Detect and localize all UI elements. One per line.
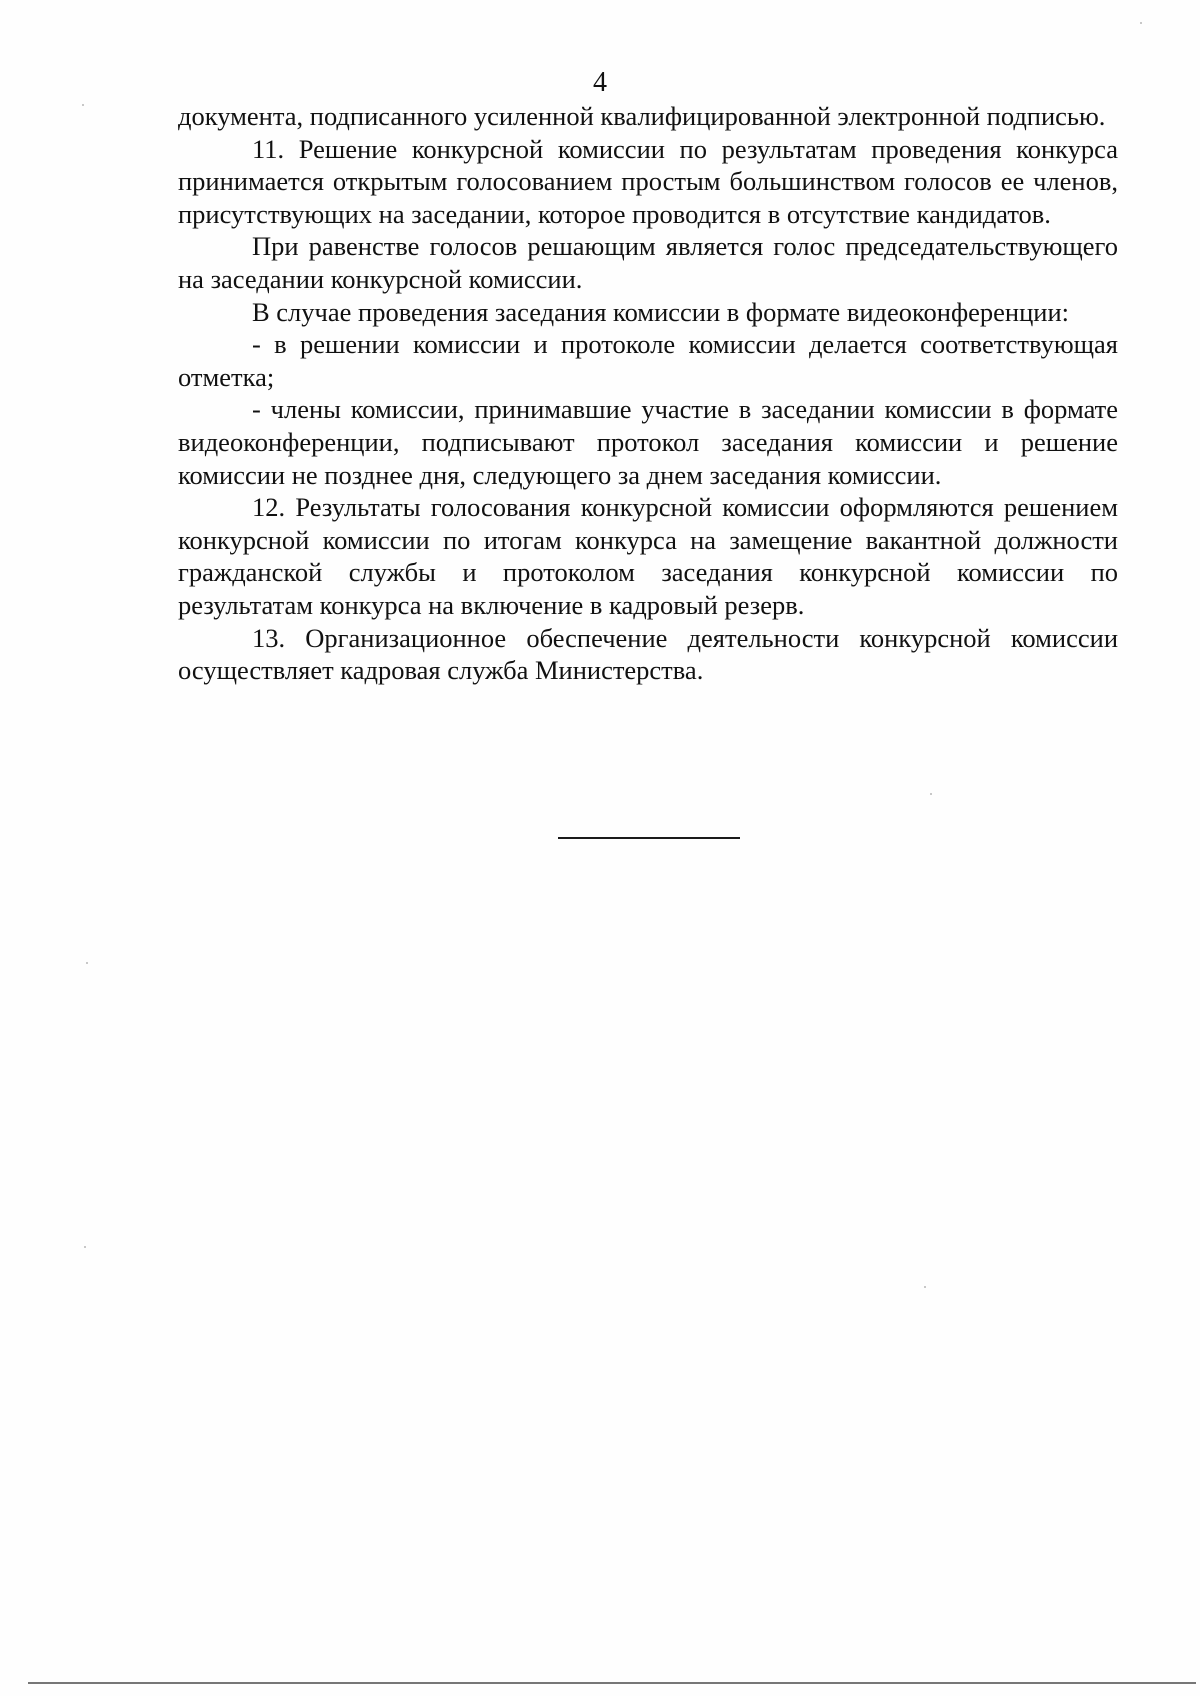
end-of-text-divider <box>558 837 740 839</box>
paragraph-videoconference: В случае проведения заседания комиссии в формате видеоконференции: <box>252 296 1069 327</box>
paragraph-item-13: 13. Организационное обеспечение деятельности конкурсной комиссии осуществляет кадровая служба Министерства. <box>178 622 1118 686</box>
scan-speck <box>924 1286 926 1288</box>
paragraph-bullet-sign: - члены комиссии, принимавшие участие в заседании комиссии в формате видеоконференции, подписывают протокол заседания комиссии и решение комиссии не позднее дня, следующего за днем заседания комиссии. <box>178 394 1118 490</box>
document-body <box>178 100 1118 687</box>
paragraph-bullet-mark: - в решении комиссии и протоколе комиссии делается соответствующая отметка; <box>178 329 1118 392</box>
page-number: 4 <box>593 67 607 98</box>
scan-bottom-edge <box>28 1682 1196 1684</box>
scan-speck <box>82 104 84 106</box>
scan-speck <box>84 1246 86 1248</box>
scan-speck <box>930 793 932 795</box>
scan-speck <box>1140 22 1142 24</box>
paragraph-continuation: документа, подписанного усиленной квалифицированной электронной подписью. <box>178 101 1106 131</box>
paragraph-item-12: 12. Результаты голосования конкурсной комиссии оформляются решением конкурсной комиссии по итогам конкурса на замещение вакантной должности гражданской службы и протоколом заседания конкурсной комиссии по результатам конкурса на включение в кадровый резерв. <box>178 492 1118 620</box>
paragraph-tie-vote: При равенстве голосов решающим является голос председательствующего на заседании конкурсной комиссии. <box>178 231 1118 294</box>
paragraph-item-11: 11. Решение конкурсной комиссии по результатам проведения конкурса принимается открытым голосованием простым большинством голосов ее членов, присутствующих на заседании, которое проводится в отсутствие кандидатов. <box>178 133 1118 229</box>
scan-speck <box>86 962 88 964</box>
